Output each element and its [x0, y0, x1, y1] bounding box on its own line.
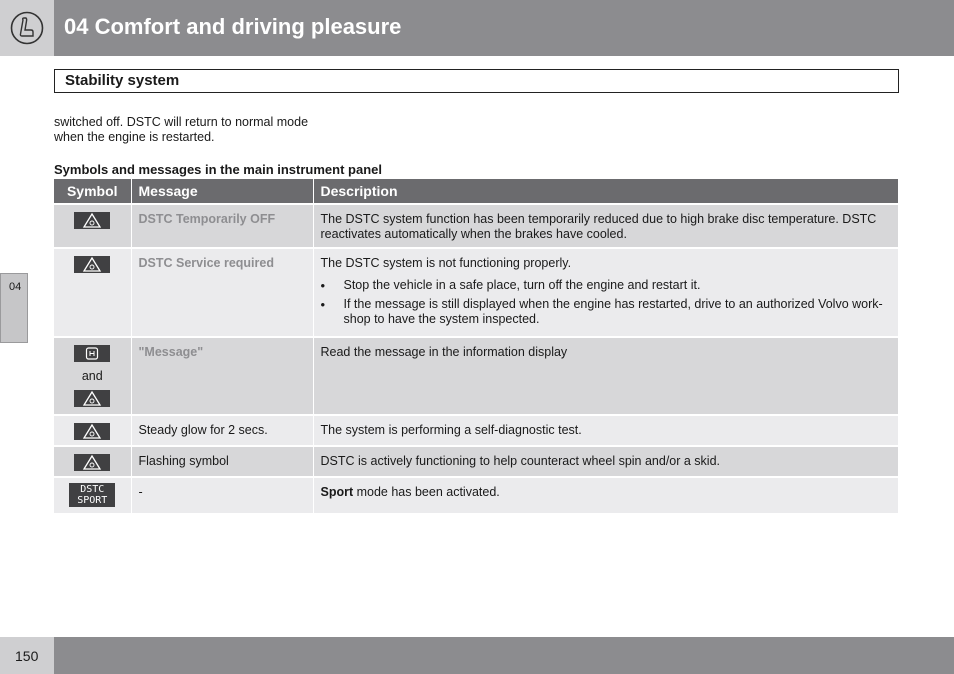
table-row — [54, 248, 899, 337]
car-seat-icon — [10, 11, 44, 45]
dstc-warning-triangle-icon — [74, 423, 110, 440]
and-text: and — [81, 369, 103, 383]
dstc-warning-triangle-icon — [74, 256, 110, 273]
message-cell: Steady glow for 2 secs. — [131, 415, 313, 446]
table-row — [54, 204, 899, 248]
table-heading: Symbols and messages in the main instrument panel — [54, 162, 382, 177]
description-cell: The system is performing a self-diagnostic test. — [313, 415, 899, 446]
col-header-description: Description — [313, 179, 899, 204]
dstc-warning-triangle-icon — [74, 212, 110, 229]
table-row — [54, 477, 899, 513]
message-text: DSTC Service required — [138, 256, 274, 270]
chapter-icon-box — [0, 0, 54, 56]
table-row — [54, 415, 899, 446]
dstc-warning-triangle-icon — [74, 454, 110, 471]
table-row — [54, 446, 899, 477]
dstc-warning-triangle-icon — [74, 390, 110, 407]
description-cell: DSTC is actively functioning to help counteract wheel spin and/or a skid. — [313, 446, 899, 477]
message-cell: - — [131, 477, 313, 513]
description-cell — [313, 477, 899, 513]
dstc-sport-line-2: SPORT — [77, 495, 108, 506]
col-header-symbol: Symbol — [54, 179, 131, 204]
page-header — [0, 0, 954, 56]
message-cell: Flashing symbol — [131, 446, 313, 477]
bullet-list — [321, 278, 892, 327]
col-header-message: Message — [131, 179, 313, 204]
bullet-item: • If the message is still displayed when the engine has restarted, drive to an authorized Volvo work-shop to have the system inspected. — [321, 297, 892, 327]
intro-line-2: when the engine is restarted. — [54, 130, 215, 144]
description-text: The DSTC system is not functioning properly. — [320, 256, 572, 270]
symbol-cell — [54, 477, 131, 513]
symbol-cell — [54, 248, 131, 337]
description-rest: mode has been activated. — [353, 485, 500, 499]
table-row — [54, 337, 899, 415]
dstc-sport-icon — [69, 483, 115, 507]
page-number-box — [0, 637, 54, 674]
description-cell: The DSTC system function has been temporarily reduced due to high brake disc temperature. DSTC reactivates automatically when the brakes have cooled. — [313, 204, 899, 248]
symbols-table — [54, 179, 899, 513]
chapter-title: 04 Comfort and driving pleasure — [64, 14, 402, 39]
table-header-row — [54, 179, 899, 204]
information-icon — [74, 345, 110, 362]
intro-line-1: switched off. DSTC will return to normal mode — [54, 115, 309, 129]
page-footer — [0, 637, 954, 674]
description-bold: Sport — [320, 485, 354, 499]
side-tab-label: 04 — [9, 281, 22, 293]
page-number: 150 — [15, 648, 39, 664]
bullet-item: • Stop the vehicle in a safe place, turn off the engine and restart it. — [321, 278, 892, 293]
message-text: DSTC Temporarily OFF — [138, 212, 276, 226]
section-title: Stability system — [65, 72, 180, 89]
description-cell: Read the message in the information display — [313, 337, 899, 415]
dstc-sport-line-1: DSTC — [80, 484, 105, 495]
message-cell — [131, 337, 313, 415]
symbol-cell — [54, 415, 131, 446]
message-cell — [131, 204, 313, 248]
description-cell — [313, 248, 899, 337]
chapter-side-tab — [0, 273, 28, 343]
symbol-cell — [54, 446, 131, 477]
message-cell — [131, 248, 313, 337]
symbol-cell — [54, 337, 131, 415]
symbol-cell — [54, 204, 131, 248]
message-text: "Message" — [138, 345, 204, 359]
intro-text — [54, 115, 354, 145]
section-title-box — [54, 69, 899, 93]
